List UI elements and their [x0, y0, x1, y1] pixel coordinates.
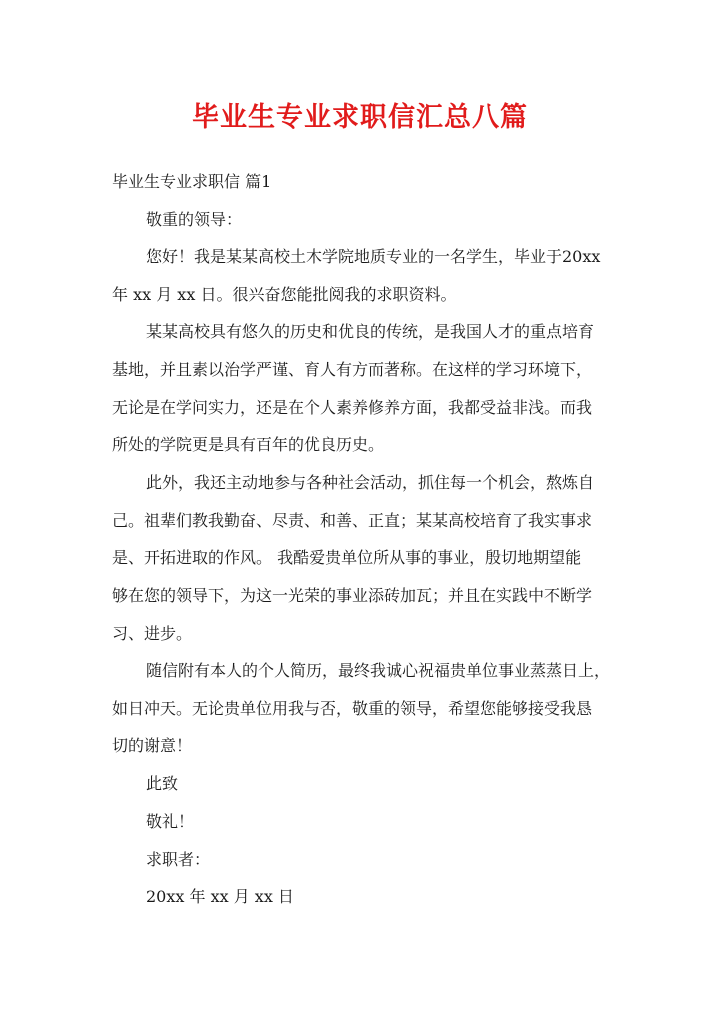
document-title: 毕业生专业求职信汇总八篇 — [192, 102, 528, 133]
letter-date: 20xx 年 xx 月 xx 日 — [146, 887, 294, 906]
paragraph-3-line-5: 习、进步。 — [112, 624, 193, 643]
paragraph-2-line-3: 无论是在学问实力，还是在个人素养修养方面，我都受益非浅。而我 — [112, 398, 593, 417]
paragraph-4-line-1: 随信附有本人的个人简历，最终我诚心祝福贵单位事业蒸蒸日上， — [146, 661, 611, 680]
paragraph-2-line-2: 基地，并且素以治学严谨、育人有方而著称。在这样的学习环境下， — [112, 360, 593, 379]
salutation: 敬重的领导： — [146, 210, 243, 229]
paragraph-2-line-4: 所处的学院更是具有百年的优良历史。 — [112, 435, 385, 454]
paragraph-3-line-3: 是、开拓进取的作风。 我酷爱贵单位所从事的事业，殷切地期望能 — [112, 548, 582, 567]
signature-label: 求职者： — [146, 850, 211, 869]
paragraph-4-line-3: 切的谢意！ — [112, 736, 193, 755]
paragraph-2-line-1: 某某高校具有悠久的历史和优良的传统，是我国人才的重点培育 — [146, 322, 595, 341]
paragraph-3-line-1: 此外，我还主动地参与各种社会活动，抓住每一个机会，熬炼自 — [146, 473, 595, 492]
paragraph-1-line-2: 年 xx 月 xx 日。很兴奋您能批阅我的求职资料。 — [112, 285, 457, 304]
paragraph-3-line-2: 己。祖辈们教我勤奋、尽责、和善、正直；某某高校培育了我实事求 — [112, 511, 593, 530]
section-heading: 毕业生专业求职信 篇1 — [112, 172, 272, 191]
paragraph-3-line-4: 够在您的领导下，为这一光荣的事业添砖加瓦；并且在实践中不断学 — [112, 586, 593, 605]
closing-line-2: 敬礼！ — [146, 812, 195, 831]
paragraph-4-line-2: 如日冲天。无论贵单位用我与否，敬重的领导，希望您能够接受我恳 — [112, 699, 593, 718]
closing-line-1: 此致 — [146, 774, 179, 793]
paragraph-1-line-1: 您好！我是某某高校土木学院地质专业的一名学生，毕业于20xx — [146, 247, 601, 266]
